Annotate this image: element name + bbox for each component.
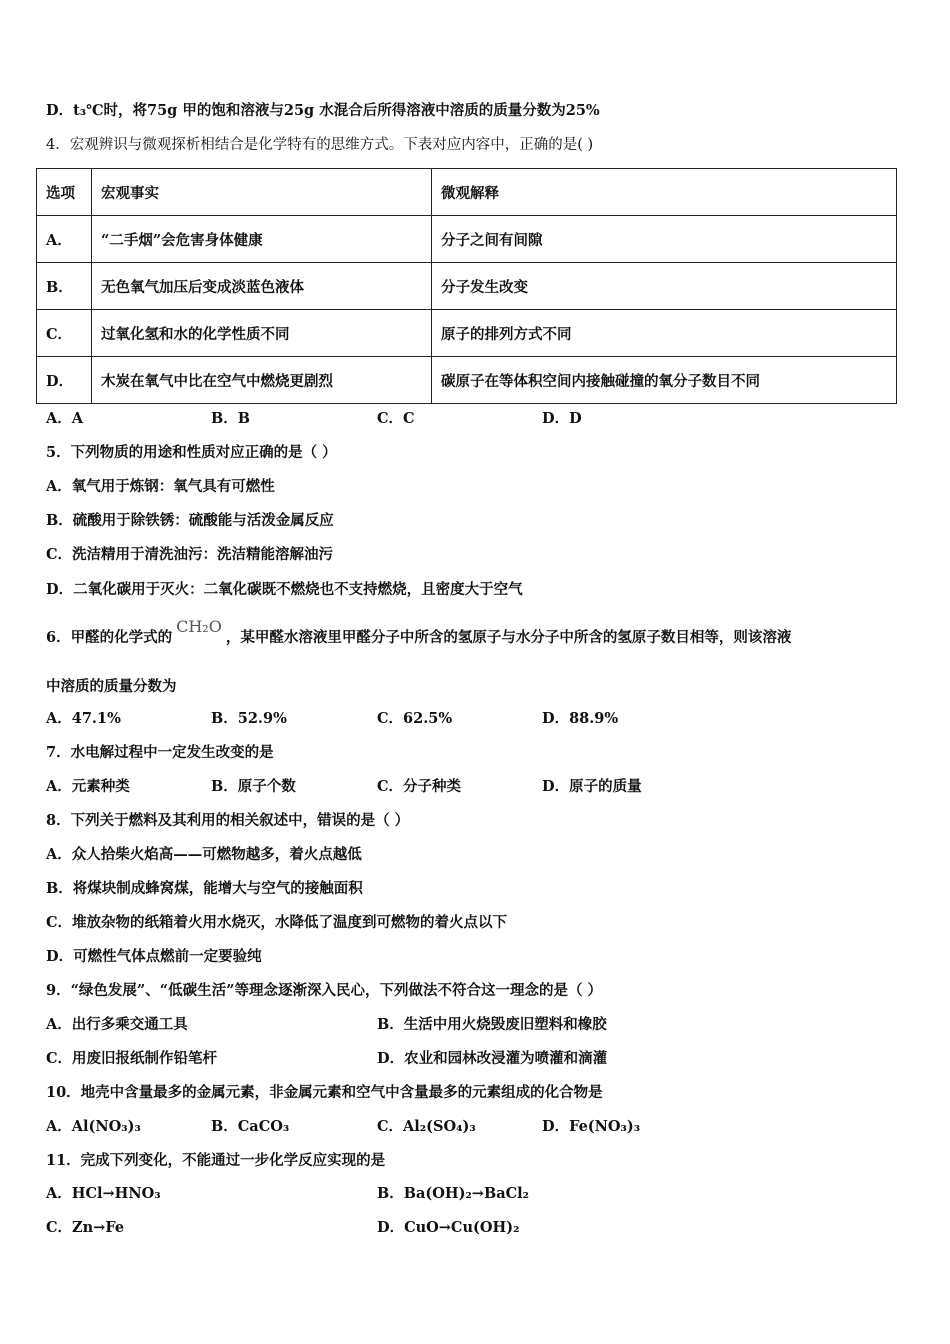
table-cell: A．	[37, 216, 92, 263]
q6-text-end: ，某甲醛水溶液里甲醛分子中所含的氢原子与水分子中所含的氢原子数目相等，则该溶液	[225, 629, 792, 646]
q8-option-a: A．众人拾柴火焰高——可燃物越多，着火点越低	[46, 846, 362, 863]
q11-option-a: A．HCl→HNO₃	[46, 1185, 161, 1202]
q7-option-a: A．元素种类	[46, 778, 130, 795]
table-row	[37, 216, 897, 263]
table-cell: 碳原子在等体积空间内接触碰撞的氧分子数目不同	[432, 357, 897, 404]
table-cell: 木炭在氧气中比在空气中燃烧更剧烈	[92, 357, 432, 404]
q11-option-d: D．CuO→Cu(OH)₂	[377, 1219, 520, 1236]
q9-option-a: A．出行多乘交通工具	[46, 1016, 188, 1033]
table-cell: C．	[37, 310, 92, 357]
q7-option-b: B．原子个数	[211, 778, 296, 795]
q11-option-b: B．Ba(OH)₂→BaCl₂	[377, 1185, 530, 1202]
question-7: 7．水电解过程中一定发生改变的是	[46, 744, 274, 761]
question-5: 5．下列物质的用途和性质对应正确的是（ ）	[46, 444, 337, 461]
q6-option-c: C．62.5%	[377, 710, 453, 727]
table-row	[37, 310, 897, 357]
question-8: 8．下列关于燃料及其利用的相关叙述中，错误的是（ ）	[46, 812, 410, 829]
table-cell: 无色氧气加压后变成淡蓝色液体	[92, 263, 432, 310]
table-cell: B．	[37, 263, 92, 310]
q10-option-c: C．Al₂(SO₄)₃	[377, 1118, 476, 1135]
table-header-row	[37, 169, 897, 216]
table-cell: 原子的排列方式不同	[432, 310, 897, 357]
table-cell: D．	[37, 357, 92, 404]
header-cell: 微观解释	[432, 169, 897, 216]
table-row	[37, 357, 897, 404]
question-10: 10．地壳中含量最多的金属元素，非金属元素和空气中含量最多的元素组成的化合物是	[46, 1084, 603, 1101]
q10-option-d: D．Fe(NO₃)₃	[542, 1118, 641, 1135]
q4-option-c: C．C	[377, 410, 415, 427]
q3-option-d: D．t₃℃时，将75g 甲的饱和溶液与25g 水混合后所得溶液中溶质的质量分数为25%	[46, 102, 600, 119]
q5-option-d: D．二氧化碳用于灭火：二氧化碳既不燃烧也不支持燃烧，且密度大于空气	[46, 581, 523, 598]
q9-option-b: B．生活中用火烧毁废旧塑料和橡胶	[377, 1016, 607, 1033]
q10-option-a: A．Al(NO₃)₃	[46, 1118, 141, 1135]
q6-text-start: 6．甲醛的化学式的	[46, 629, 173, 646]
q6-option-d: D．88.9%	[542, 710, 619, 727]
question-4: 4．宏观辨识与微观探析相结合是化学特有的思维方式。下表对应内容中，正确的是( )	[46, 137, 594, 153]
table-row	[37, 263, 897, 310]
q9-option-d: D．农业和园林改浸灌为喷灌和滴灌	[377, 1050, 608, 1067]
formula-ch2o: CH₂O	[176, 617, 222, 636]
q8-option-b: B．将煤块制成蜂窝煤，能增大与空气的接触面积	[46, 880, 363, 897]
q5-option-c: C．洗洁精用于清洗油污：洗洁精能溶解油污	[46, 546, 334, 563]
q7-option-d: D．原子的质量	[542, 778, 642, 795]
q6-option-a: A．47.1%	[46, 710, 121, 727]
table-cell: 分子之间有间隙	[432, 216, 897, 263]
header-cell: 选项	[37, 169, 92, 216]
q4-option-a: A．A	[46, 410, 84, 427]
q11-option-c: C．Zn→Fe	[46, 1219, 125, 1236]
header-cell: 宏观事实	[92, 169, 432, 216]
q9-option-c: C．用废旧报纸制作铅笔杆	[46, 1050, 218, 1067]
question-9: 9．“绿色发展”、“低碳生活”等理念逐渐深入民心，下列做法不符合这一理念的是（ ）	[46, 982, 602, 999]
q7-option-c: C．分子种类	[377, 778, 462, 795]
q6-option-b: B．52.9%	[211, 710, 287, 727]
q4-table	[36, 168, 897, 404]
q8-option-d: D．可燃性气体点燃前一定要验纯	[46, 948, 262, 965]
q5-option-a: A．氧气用于炼钢：氧气具有可燃性	[46, 478, 275, 495]
question-6-continued: 中溶质的质量分数为	[46, 678, 177, 695]
q10-option-b: B．CaCO₃	[211, 1118, 290, 1135]
question-6	[46, 617, 792, 648]
q5-option-b: B．硫酸用于除铁锈：硫酸能与活泼金属反应	[46, 512, 334, 529]
table-cell: “二手烟”会危害身体健康	[92, 216, 432, 263]
table-cell: 分子发生改变	[432, 263, 897, 310]
q4-option-d: D．D	[542, 410, 582, 427]
question-11: 11．完成下列变化，不能通过一步化学反应实现的是	[46, 1152, 386, 1169]
q8-option-c: C．堆放杂物的纸箱着火用水烧灭，水降低了温度到可燃物的着火点以下	[46, 914, 508, 931]
q4-option-b: B．B	[211, 410, 251, 427]
table-cell: 过氧化氢和水的化学性质不同	[92, 310, 432, 357]
